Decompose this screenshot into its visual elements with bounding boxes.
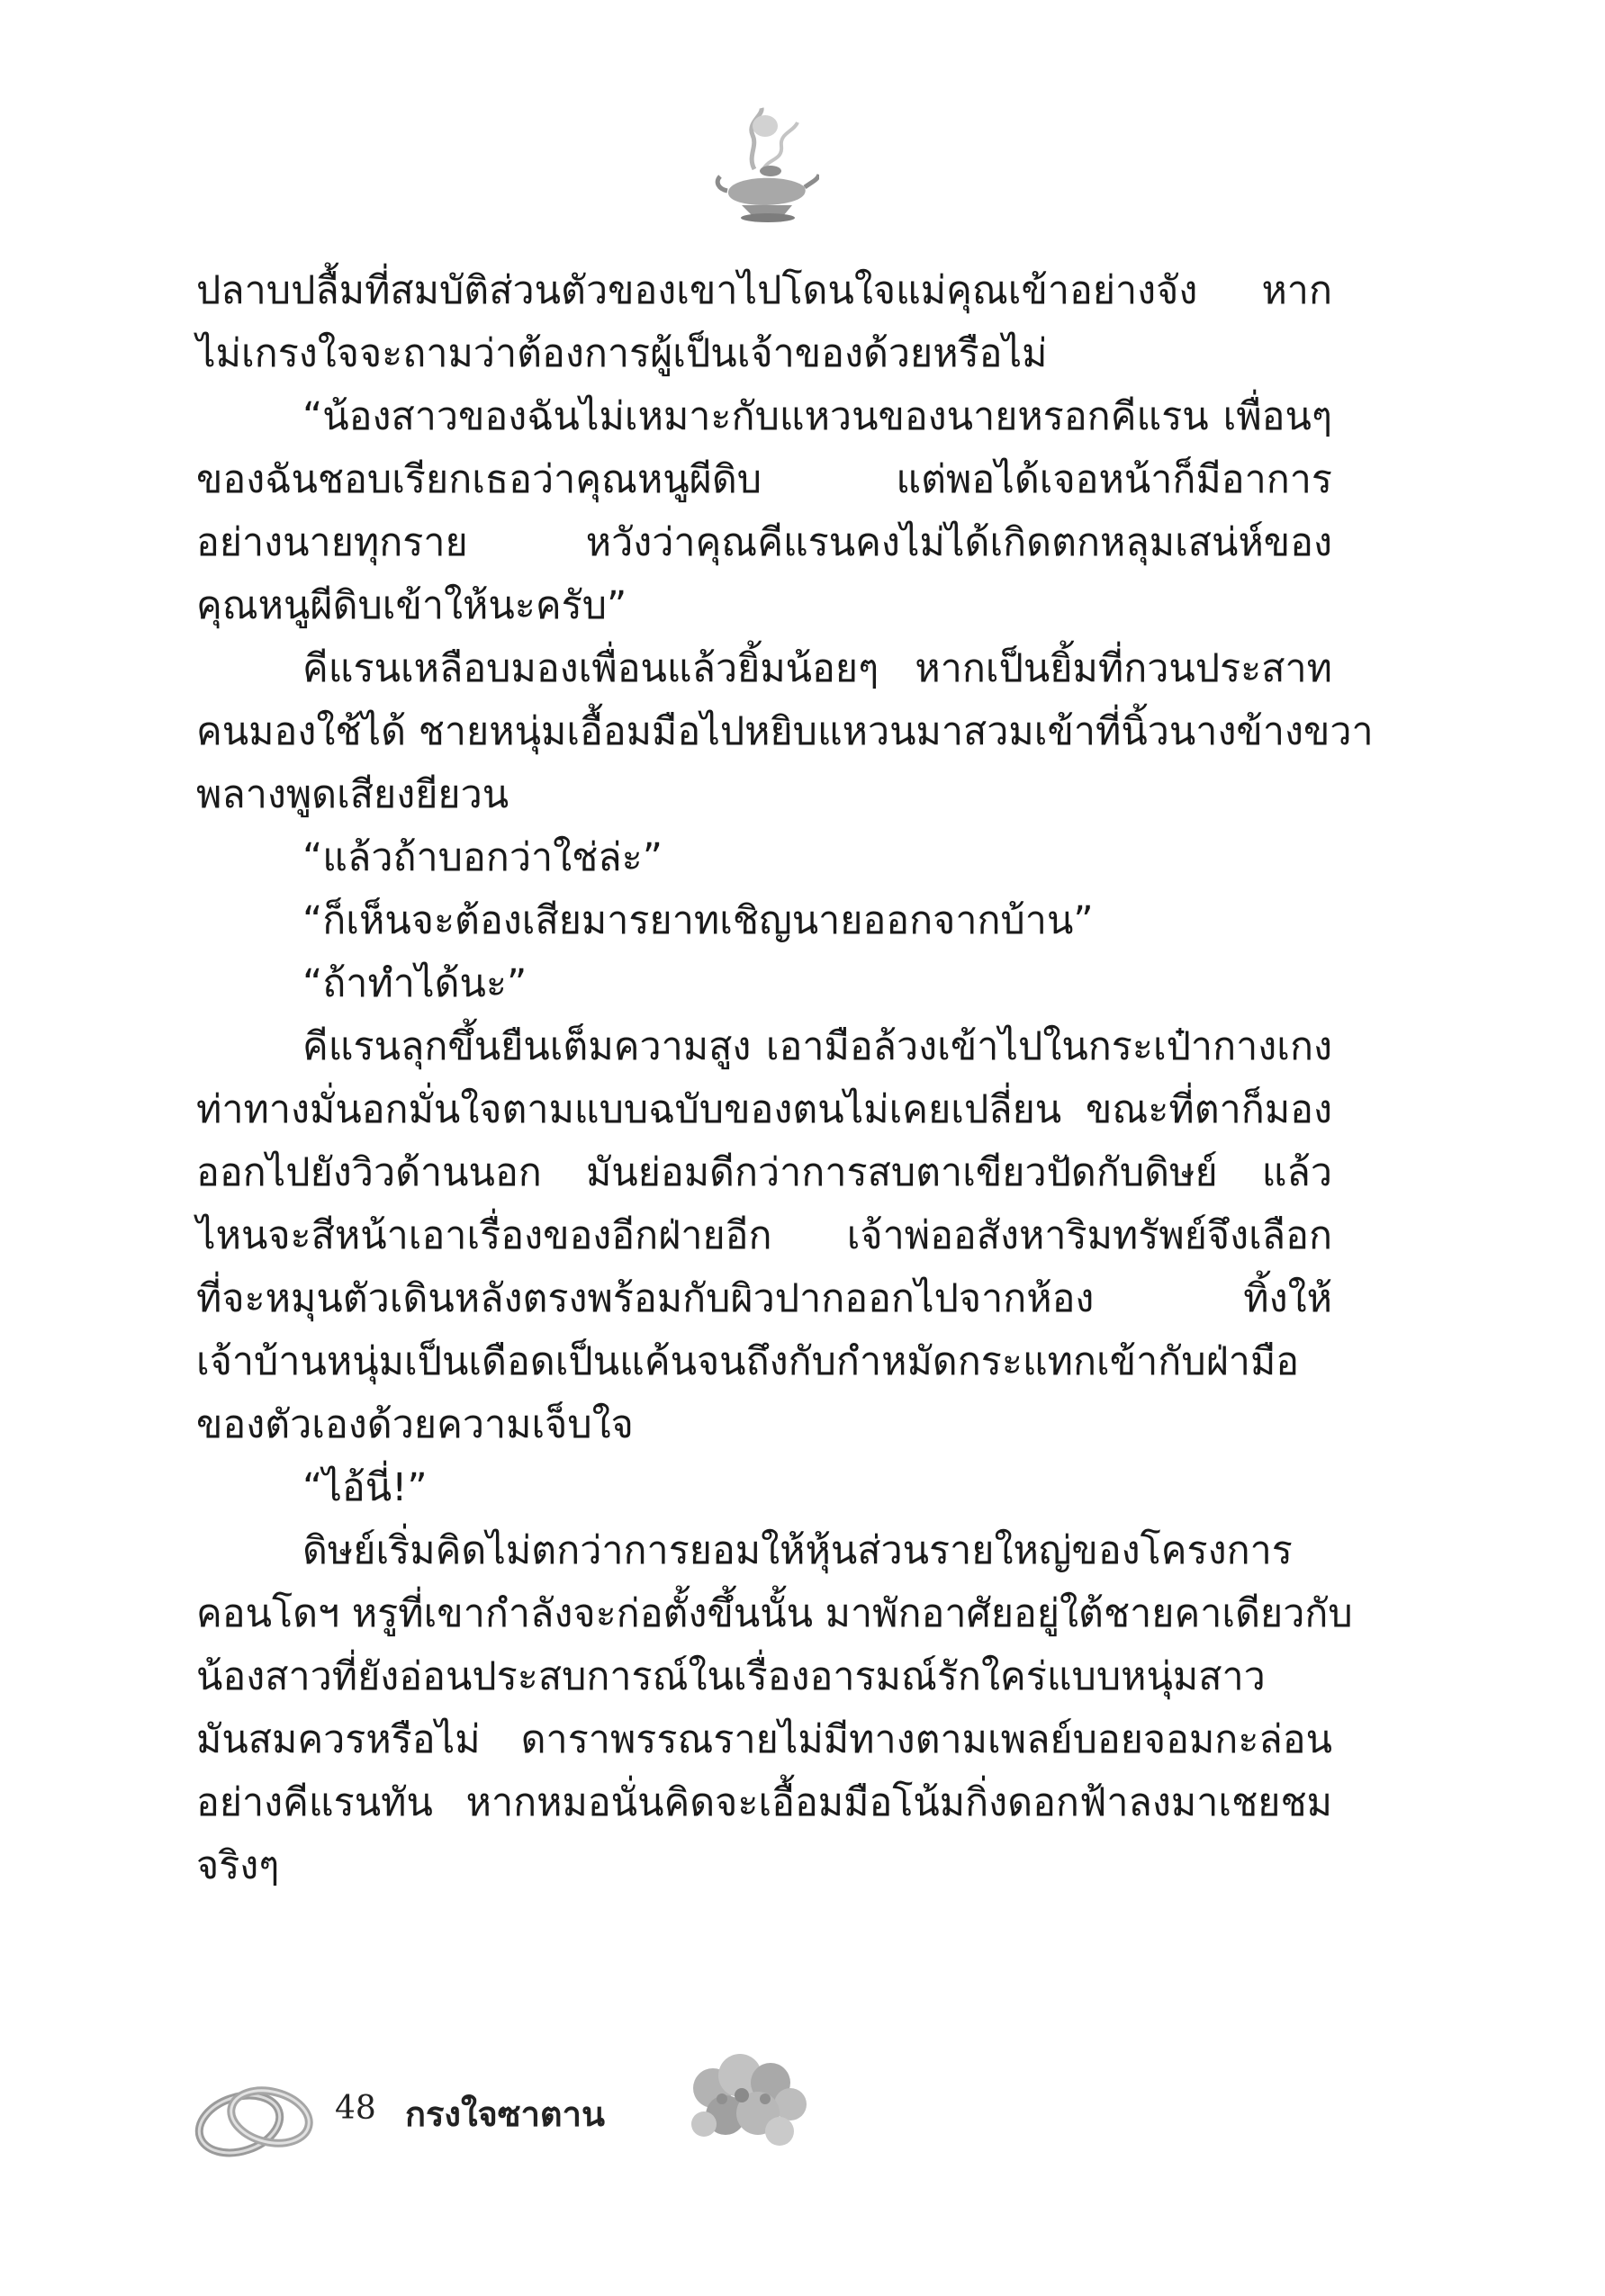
- book-title: กรงใจซาตาน: [405, 2094, 605, 2134]
- text-line: “ถ้าทำได้นะ”: [302, 961, 527, 1006]
- text-line: ของตัวเองด้วยความเจ็บใจ: [196, 1402, 634, 1447]
- body-text: [196, 259, 1374, 1897]
- text-line: ดิษย์เริ่มคิดไม่ตกว่าการยอมให้หุ้นส่วนรายใหญ่ของโครงการ: [302, 1528, 1293, 1573]
- text-line: คีแรนเหลือบมองเพื่อนแล้วยิ้มน้อยๆ หากเป็นยิ้มที่กวนประสาท: [302, 646, 1332, 691]
- text-line: “ไอ้นี่!”: [302, 1465, 428, 1510]
- text-line: คอนโดฯ หรูที่เขากำลังจะก่อตั้งขึ้นนั้น มาพักอาศัยอยู่ใต้ชายคาเดียวกับ: [196, 1591, 1353, 1636]
- text-line: คีแรนลุกขึ้นยืนเต็มความสูง เอามือล้วงเข้าไปในกระเป๋ากางเกง: [302, 1024, 1332, 1069]
- text-line: ท่าทางมั่นอกมั่นใจตามแบบฉบับของตนไม่เคยเปลี่ยน ขณะที่ตาก็มอง: [196, 1087, 1332, 1132]
- text-line: อย่างนายทุกราย หวังว่าคุณคีแรนคงไม่ได้เกิดตกหลุมเสน่ห์ของ: [196, 520, 1332, 565]
- genie-lamp-icon: [711, 106, 819, 223]
- text-line: “น้องสาวของฉันไม่เหมาะกับแหวนของนายหรอกคีแรน เพื่อนๆ: [302, 394, 1332, 439]
- text-line: คนมองใช้ได้ ชายหนุ่มเอื้อมมือไปหยิบแหวนมาสวมเข้าที่นิ้วนางข้างขวา: [196, 709, 1374, 754]
- text-line: “แล้วถ้าบอกว่าใช่ล่ะ”: [302, 835, 663, 880]
- text-line: พลางพูดเสียงยียวน: [196, 772, 509, 817]
- text-line: เจ้าบ้านหนุ่มเป็นเดือดเป็นแค้นจนถึงกับกำหมัดกระแทกเข้ากับฝ่ามือ: [196, 1339, 1300, 1384]
- wedding-rings-icon: [187, 2068, 322, 2167]
- text-line: ปลาบปลื้มที่สมบัติส่วนตัวของเขาไปโดนใจแม่คุณเข้าอย่างจัง หาก: [196, 268, 1332, 313]
- text-line: ออกไปยังวิวด้านนอก มันย่อมดีกว่าการสบตาเขียวปัดกับดิษย์ แล้ว: [196, 1150, 1332, 1195]
- text-line: คุณหนูผีดิบเข้าให้นะครับ”: [196, 583, 627, 628]
- text-line: อย่างคีแรนทัน หากหมอนั่นคิดจะเอื้อมมือโน้มกิ่งดอกฟ้าลงมาเชยชม: [196, 1780, 1332, 1825]
- text-line: ไหนจะสีหน้าเอาเรื่องของอีกฝ่ายอีก เจ้าพ่ออสังหาริมทรัพย์จึงเลือก: [196, 1213, 1332, 1258]
- page-number: 48: [335, 2090, 376, 2127]
- flower-bouquet-icon: [686, 2052, 812, 2151]
- text-line: “ก็เห็นจะต้องเสียมารยาทเชิญนายออกจากบ้าน”: [302, 898, 1094, 943]
- text-line: ไม่เกรงใจจะถามว่าต้องการผู้เป็นเจ้าของด้วยหรือไม่: [196, 331, 1048, 376]
- text-line: ที่จะหมุนตัวเดินหลังตรงพร้อมกับผิวปากออกไปจากห้อง ทิ้งให้: [196, 1276, 1332, 1321]
- text-line: น้องสาวที่ยังอ่อนประสบการณ์ในเรื่องอารมณ์รักใคร่แบบหนุ่มสาว: [196, 1654, 1266, 1699]
- page-footer: [0, 2052, 1605, 2232]
- text-line: มันสมควรหรือไม่ ดาราพรรณรายไม่มีทางตามเพลย์บอยจอมกะล่อน: [196, 1717, 1332, 1762]
- text-line: จริงๆ: [196, 1843, 280, 1888]
- text-line: ของฉันชอบเรียกเธอว่าคุณหนูผีดิบ แต่พอได้เจอหน้าก็มีอาการ: [196, 457, 1332, 502]
